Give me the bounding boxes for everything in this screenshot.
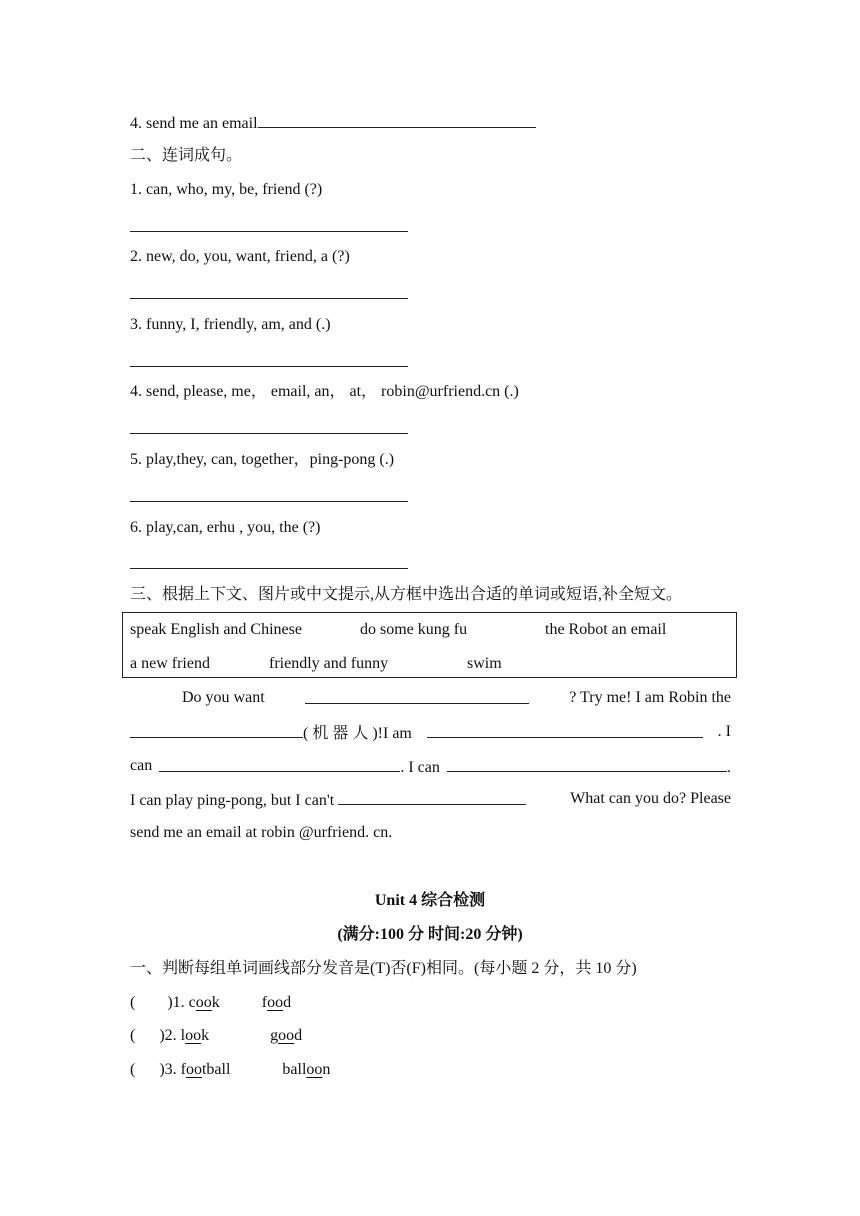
word-option: friendly and funny	[269, 655, 389, 672]
passage-line-5: send me an email at robin @urfriend. cn.	[130, 824, 393, 841]
item-number: 3. f	[164, 1061, 186, 1078]
word-part: k	[201, 1027, 210, 1044]
passage-line-2	[130, 722, 731, 744]
word-option: speak English and Chinese	[130, 621, 302, 638]
sentence-item-1: 1. can, who, my, be, friend (?)	[130, 181, 323, 198]
underlined-letters: oo	[278, 1027, 295, 1044]
item-number: 1. c	[172, 994, 196, 1011]
answer-line-2[interactable]	[130, 298, 408, 299]
answer-line-1[interactable]	[130, 231, 408, 232]
passage-line-1	[130, 688, 731, 708]
word-part: n	[322, 1061, 331, 1078]
passage-text: . I can	[400, 759, 440, 776]
answer-parentheses[interactable]: ( )	[130, 1061, 165, 1078]
q4-email-text: 4. send me an email	[130, 115, 258, 132]
word-option: the Robot an email	[545, 621, 667, 638]
word-part: k	[211, 994, 220, 1011]
passage-line-4	[130, 789, 731, 811]
unit-subtitle: (满分:100 分 时间:20 分钟)	[337, 926, 523, 943]
word-option: do some kung fu	[360, 621, 468, 638]
underlined-letters: oo	[185, 1027, 202, 1044]
answer-line-6[interactable]	[130, 568, 408, 569]
passage-blank-1[interactable]	[305, 688, 529, 704]
answer-parentheses[interactable]: ( )	[130, 994, 173, 1011]
section2-heading: 二、连词成句。	[130, 147, 243, 164]
word-part: tball	[201, 1061, 231, 1078]
pronunciation-item-3	[130, 1060, 330, 1080]
word-part: d	[294, 1027, 303, 1044]
passage-text: can	[130, 757, 153, 774]
q4-email-line	[130, 112, 536, 134]
passage-text: What can you do? Please	[570, 790, 731, 807]
passage-text: . I	[717, 723, 731, 740]
passage-text: ( 机 器 人 )!I am	[303, 725, 412, 742]
passage-blank-5[interactable]	[447, 756, 727, 772]
answer-line-4[interactable]	[130, 433, 408, 434]
underlined-letters: oo	[306, 1061, 323, 1078]
pronunciation-item-1	[130, 993, 291, 1013]
sentence-item-6: 6. play,can, erhu , you, the (?)	[130, 519, 321, 536]
passage-line-3	[130, 756, 731, 778]
passage-text: I can play ping-pong, but I can't	[130, 792, 335, 809]
sentence-item-3: 3. funny, I, friendly, am, and (.)	[130, 316, 331, 333]
word-box	[122, 612, 737, 678]
word-part: f	[261, 994, 268, 1011]
passage-blank-6[interactable]	[338, 789, 526, 805]
section3-heading: 三、根据上下文、图片或中文提示,从方框中选出合适的单词或短语,补全短文。	[130, 586, 683, 603]
word-part: g	[270, 1027, 279, 1044]
word-option: a new friend	[130, 655, 210, 672]
underlined-letters: oo	[185, 1061, 202, 1078]
answer-blank[interactable]	[258, 112, 536, 128]
underlined-letters: oo	[195, 994, 212, 1011]
section1-heading: 一、判断每组单词画线部分发音是(T)否(F)相同。(每小题 2 分，共 10 分)	[130, 960, 637, 977]
item-number: 2. l	[164, 1027, 186, 1044]
sentence-item-4: 4. send, please, me， email, an， at， robin@urfriend.cn (.)	[130, 383, 519, 400]
passage-text: Do you want	[182, 689, 265, 706]
passage-blank-4[interactable]	[159, 756, 400, 772]
underlined-letters: oo	[267, 994, 284, 1011]
sentence-item-2: 2. new, do, you, want, friend, a (?)	[130, 248, 350, 265]
passage-text: .	[726, 759, 731, 776]
unit-title: Unit 4 综合检测	[374, 892, 486, 909]
word-part: ball	[282, 1061, 307, 1078]
answer-parentheses[interactable]: ( )	[130, 1027, 165, 1044]
sentence-item-5: 5. play,they, can, together，ping-pong (.)	[130, 451, 395, 468]
answer-line-5[interactable]	[130, 501, 408, 502]
word-option: swim	[467, 655, 502, 672]
answer-line-3[interactable]	[130, 366, 408, 367]
word-part: d	[283, 994, 292, 1011]
pronunciation-item-2	[130, 1026, 302, 1046]
passage-blank-2[interactable]	[130, 722, 303, 738]
passage-blank-3[interactable]	[427, 722, 703, 738]
passage-text: ? Try me! I am Robin the	[569, 689, 731, 706]
